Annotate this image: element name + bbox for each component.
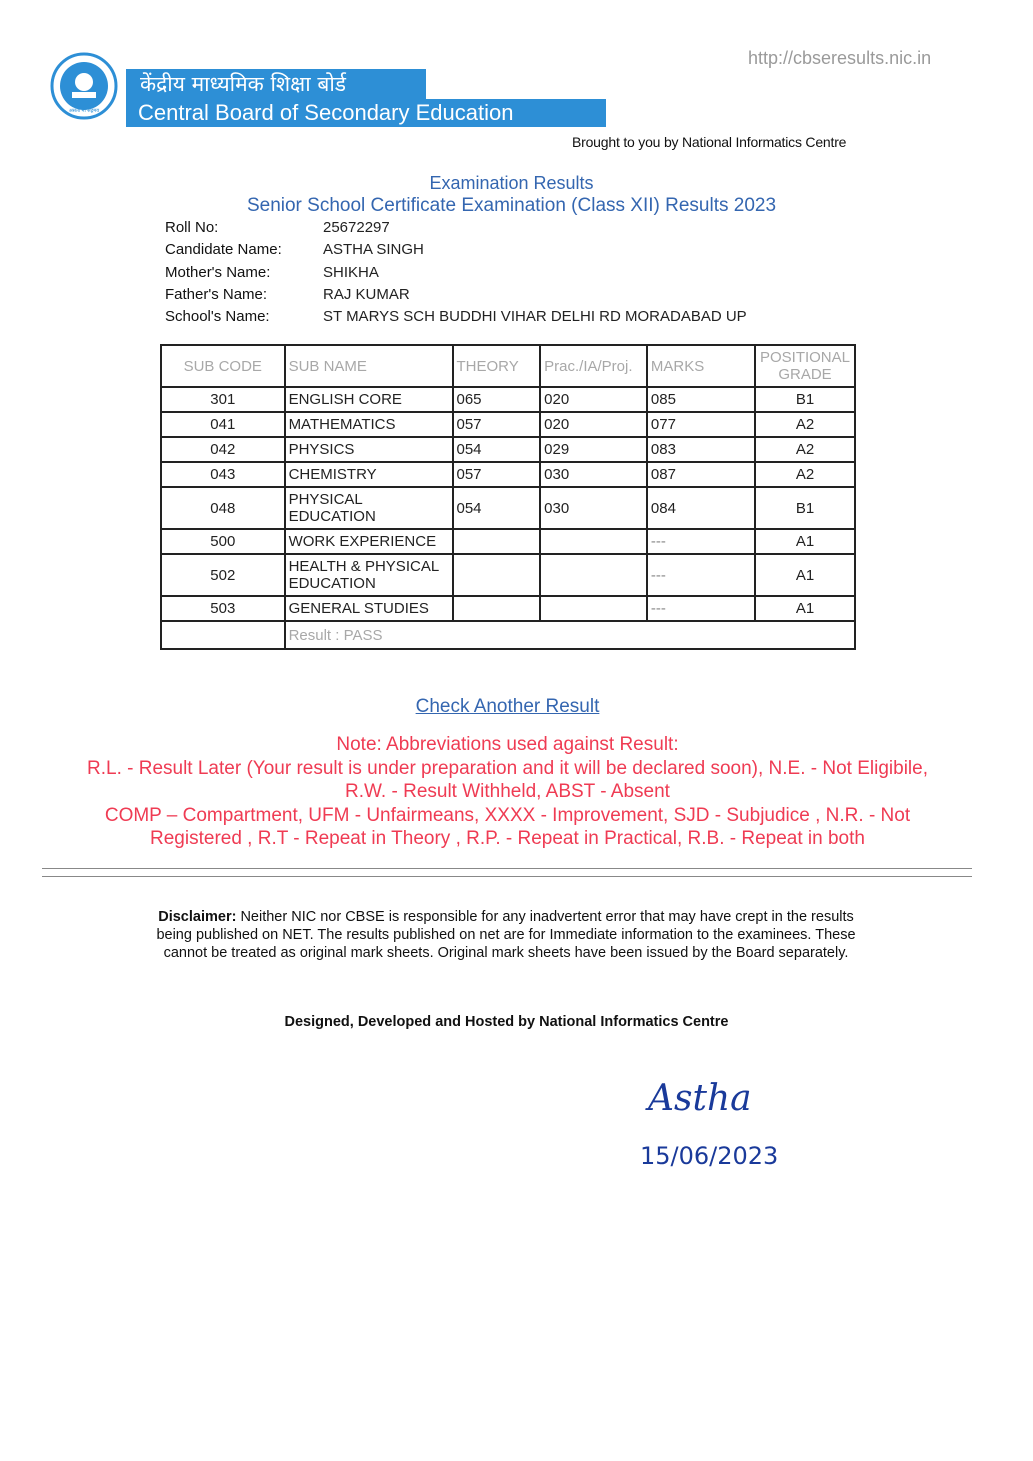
col-grade: POSITIONAL GRADE — [755, 345, 855, 387]
cell-sub-name: HEALTH & PHYSICAL EDUCATION — [285, 554, 453, 596]
table-row — [161, 529, 855, 554]
cell-theory — [453, 529, 541, 554]
mother-name-label: Mother's Name: — [165, 264, 271, 281]
cell-sub-code: 048 — [161, 487, 285, 529]
cell-sub-code: 043 — [161, 462, 285, 487]
cell-practical: 020 — [540, 412, 647, 437]
table-row — [161, 596, 855, 621]
exam-title: Senior School Certificate Examination (Class XII) Results 2023 — [246, 195, 777, 216]
cell-sub-code: 503 — [161, 596, 285, 621]
cell-marks: --- — [647, 554, 755, 596]
cell-grade: B1 — [755, 487, 855, 529]
disclaimer — [150, 908, 862, 962]
cell-theory: 057 — [453, 412, 541, 437]
candidate-name-label: Candidate Name: — [165, 241, 282, 258]
table-row — [161, 437, 855, 462]
disclaimer-label: Disclaimer: — [158, 909, 237, 925]
designed-by — [0, 1014, 1013, 1030]
cell-theory: 054 — [453, 437, 541, 462]
handwritten-signature — [640, 1062, 800, 1182]
designed-by-text: Designed, Developed and Hosted by National Informatics Centre — [284, 1014, 729, 1030]
cell-sub-name: PHYSICAL EDUCATION — [285, 487, 453, 529]
board-name-hindi: केंद्रीय माध्यमिक शिक्षा बोर्ड — [140, 72, 347, 96]
cell-grade: B1 — [755, 387, 855, 412]
roll-label: Roll No: — [165, 219, 219, 236]
cell-marks: 083 — [647, 437, 755, 462]
col-sub-name: SUB NAME — [285, 345, 453, 387]
divider — [42, 876, 972, 877]
note-line: Registered , R.T - Repeat in Theory , R.P. - Repeat in Practical, R.B. - Repeat in both — [150, 828, 865, 849]
result-row — [161, 621, 855, 649]
cell-grade: A1 — [755, 596, 855, 621]
col-sub-code: SUB CODE — [161, 345, 285, 387]
roll-value: 25672297 — [323, 219, 390, 236]
board-name-english: Central Board of Secondary Education — [138, 100, 514, 125]
cell-theory — [453, 554, 541, 596]
cell-practical — [540, 596, 647, 621]
cell-grade: A2 — [755, 437, 855, 462]
father-name-value: RAJ KUMAR — [323, 286, 410, 303]
col-practical: Prac./IA/Proj. — [540, 345, 647, 387]
cell-marks: --- — [647, 596, 755, 621]
candidate-name-value: ASTHA SINGH — [323, 241, 424, 258]
cell-sub-name: WORK EXPERIENCE — [285, 529, 453, 554]
check-another-result-link[interactable]: Check Another Result — [415, 696, 600, 717]
cell-theory: 054 — [453, 487, 541, 529]
table-row — [161, 487, 855, 529]
table-header-row — [161, 345, 855, 387]
mother-name-value: SHIKHA — [323, 264, 379, 281]
disclaimer-text: Neither NIC nor CBSE is responsible for any inadvertent error that may have crept in the results being published on NET. The results published on net are for Immediate information to the examinees. These cannot be treated as original mark sheets. Original mark sheets have been issued by the Board separately. — [156, 909, 856, 961]
note-heading: Note: Abbreviations used against Result: — [336, 734, 679, 755]
school-name-value: ST MARYS SCH BUDDHI VIHAR DELHI RD MORADABAD UP — [323, 308, 747, 325]
table-row — [161, 554, 855, 596]
cell-marks: --- — [647, 529, 755, 554]
cell-sub-name: GENERAL STUDIES — [285, 596, 453, 621]
svg-text:15/06/2023: 15/06/2023 — [640, 1142, 779, 1170]
cell-sub-name: ENGLISH CORE — [285, 387, 453, 412]
cell-practical — [540, 554, 647, 596]
cell-marks: 087 — [647, 462, 755, 487]
cell-sub-name: PHYSICS — [285, 437, 453, 462]
table-row — [161, 387, 855, 412]
table-row — [161, 412, 855, 437]
cell-grade: A2 — [755, 462, 855, 487]
table-row — [161, 462, 855, 487]
result-empty-cell — [161, 621, 285, 649]
col-theory: THEORY — [453, 345, 541, 387]
cell-sub-code: 042 — [161, 437, 285, 462]
cell-practical: 030 — [540, 487, 647, 529]
cell-grade: A1 — [755, 529, 855, 554]
note-line: R.L. - Result Later (Your result is under preparation and it will be declared soon), N.E. - Not Eligibile, — [87, 758, 928, 779]
cell-sub-code: 500 — [161, 529, 285, 554]
col-marks: MARKS — [647, 345, 755, 387]
cell-sub-name: CHEMISTRY — [285, 462, 453, 487]
cbse-emblem-icon — [50, 52, 118, 120]
cell-practical: 029 — [540, 437, 647, 462]
divider — [42, 868, 972, 869]
note-line: COMP – Compartment, UFM - Unfairmeans, XXXX - Improvement, SJD - Subjudice , N.R. - Not — [104, 805, 911, 826]
father-name-label: Father's Name: — [165, 286, 268, 303]
cell-grade: A2 — [755, 412, 855, 437]
cell-marks: 077 — [647, 412, 755, 437]
note-line: R.W. - Result Withheld, ABST - Absent — [345, 781, 670, 802]
cell-practical: 020 — [540, 387, 647, 412]
cell-theory: 065 — [453, 387, 541, 412]
cell-marks: 085 — [647, 387, 755, 412]
brought-by-text: Brought to you by National Informatics Centre — [572, 134, 847, 150]
cell-practical: 030 — [540, 462, 647, 487]
marks-table — [160, 344, 856, 650]
emblem-motto: असतो मा सद्गमय — [68, 108, 100, 114]
school-name-label: School's Name: — [165, 308, 270, 325]
cell-grade: A1 — [755, 554, 855, 596]
results-title: Examination Results — [429, 173, 594, 193]
cell-marks: 084 — [647, 487, 755, 529]
cell-theory: 057 — [453, 462, 541, 487]
cell-sub-code: 301 — [161, 387, 285, 412]
cell-theory — [453, 596, 541, 621]
svg-text:Astha: Astha — [648, 1078, 752, 1119]
cell-sub-name: MATHEMATICS — [285, 412, 453, 437]
cell-sub-code: 041 — [161, 412, 285, 437]
site-url: http://cbseresults.nic.in — [748, 48, 932, 68]
result-status: Result : PASS — [285, 621, 855, 649]
cell-sub-code: 502 — [161, 554, 285, 596]
cell-practical — [540, 529, 647, 554]
